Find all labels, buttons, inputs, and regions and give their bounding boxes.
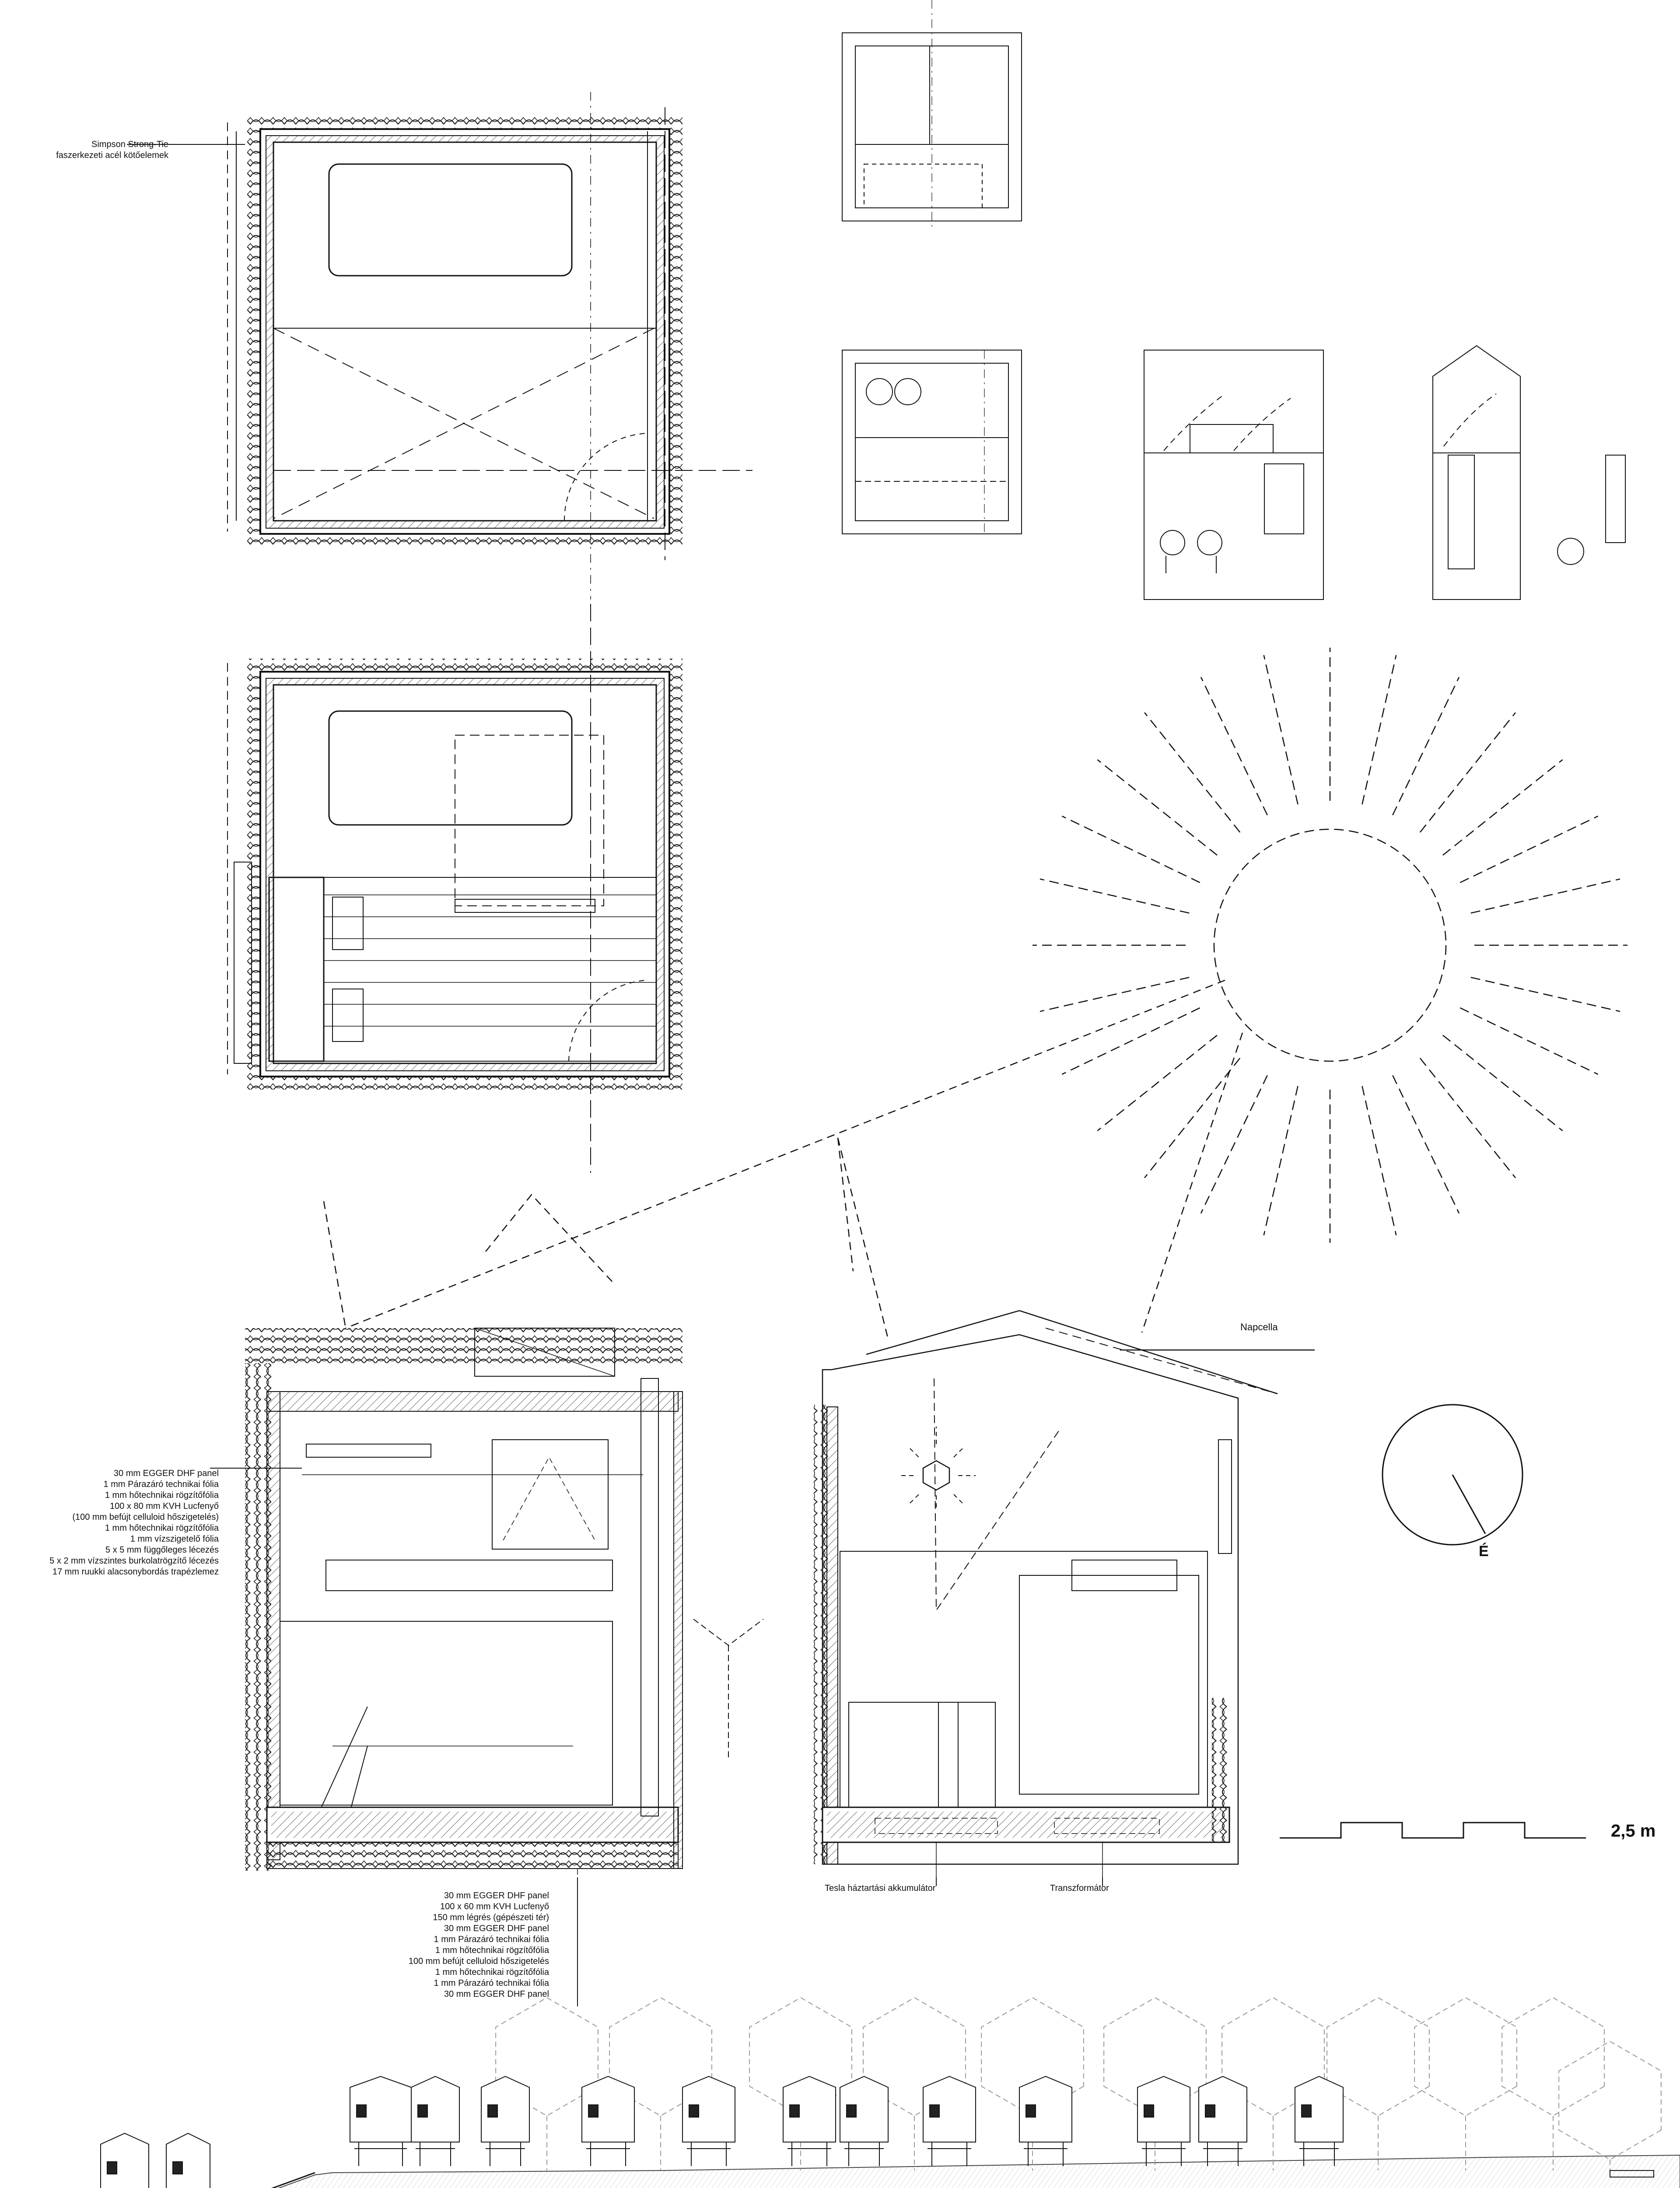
wall-layer: 1 mm hőtechnikai rögzítőfólia [105, 1490, 219, 1500]
sun-ray [1420, 712, 1516, 832]
cabin-window [488, 2105, 497, 2117]
cabin-stilts [687, 2142, 731, 2166]
cabin-stilts [486, 2142, 525, 2166]
scale-label: 2,5 m [1611, 1821, 1656, 1841]
sun-ray [1144, 712, 1240, 832]
cabin-window [930, 2105, 939, 2117]
cabin-window [689, 2105, 699, 2117]
wall-layer: 5 x 5 mm függőleges lécezés [105, 1545, 219, 1555]
floor-layer: 1 mm Párazáró technikai fólia [434, 1978, 549, 1988]
simpson-label-line1: Simpson Strong-Tie [91, 140, 168, 149]
cabin-stilts [844, 2142, 884, 2166]
wall-layer: 17 mm ruukki alacsonybordás trapézlemez [52, 1567, 219, 1577]
tree-outline [1414, 1998, 1517, 2116]
sun-ray [1443, 1035, 1563, 1131]
simpson-label [56, 139, 168, 161]
cabin-window [357, 2105, 366, 2117]
sun-ray [1040, 879, 1189, 913]
small-plan-middle [842, 350, 1022, 534]
sun-ray [1062, 816, 1200, 883]
section-right [814, 1311, 1278, 1877]
sun-ray [1460, 1008, 1598, 1074]
small-plan-top [842, 0, 1022, 228]
cabin-window [173, 2162, 182, 2174]
tree-outline [1559, 2041, 1661, 2160]
cabin-stilts [354, 2142, 407, 2166]
floor-layer: 100 mm befújt celluloid hőszigetelés [408, 1957, 549, 1966]
cabin-window [1302, 2105, 1311, 2117]
cabin-stilts [928, 2142, 971, 2166]
cabin-window [847, 2105, 856, 2117]
cabin-window [1205, 2105, 1215, 2117]
tesla-battery-label: Tesla háztartási akkumulátor [825, 1883, 936, 1893]
north-arrow [1382, 1405, 1522, 1545]
cabin [166, 2133, 210, 2188]
floor-layer: 30 mm EGGER DHF panel [444, 1924, 549, 1933]
sun-ray [1420, 1058, 1516, 1178]
wall-layer: 1 mm Párazáró technikai fólia [103, 1480, 219, 1489]
sun-ray [1393, 1075, 1459, 1213]
wall-layer: 100 x 80 mm KVH Lucfenyő [109, 1501, 219, 1511]
wall-layer: 30 mm EGGER DHF panel [113, 1469, 219, 1478]
sun-ray [1471, 977, 1620, 1011]
floor-layer: 1 mm hőtechnikai rögzítőfólia [435, 1946, 549, 1955]
sun-ray [1471, 879, 1620, 913]
floor-layer-list [409, 1890, 549, 2000]
floor-layer: 30 mm EGGER DHF panel [444, 1989, 549, 1999]
wall-layer: 5 x 2 mm vízszintes burkolatrögzítő lécezés [49, 1556, 219, 1566]
sun-ray [1362, 1086, 1396, 1235]
floor-plan-lower [228, 604, 682, 1173]
small-section-b [1433, 346, 1625, 600]
wall-layer: (100 mm befújt celluloid hőszigetelés) [72, 1512, 219, 1522]
sun-ray [1040, 977, 1189, 1011]
floor-layer: 1 mm Párazáró technikai fólia [434, 1935, 549, 1944]
sun-diagram [1032, 648, 1628, 1243]
floor-plan-upper [228, 92, 752, 600]
cabin-window [1026, 2105, 1036, 2117]
sun-ray [1443, 760, 1563, 855]
sun-ray [1264, 1086, 1298, 1235]
cabin-stilts [1024, 2142, 1068, 2166]
cabin-stilts [586, 2142, 630, 2166]
floor-layer: 150 mm légrés (gépészeti tér) [433, 1913, 549, 1922]
floor-layer: 1 mm hőtechnikai rögzítőfólia [435, 1967, 549, 1977]
scale-bar [1280, 1823, 1586, 1838]
wall-layer: 1 mm vízszigetelő fólia [130, 1534, 219, 1544]
sun-ray [1362, 655, 1396, 804]
sun-ray [1144, 1058, 1240, 1178]
site-section [0, 1998, 1680, 2188]
sun-ray [1393, 677, 1459, 815]
sun-ray [1097, 1035, 1217, 1131]
transformer-label: Transzformátor [1050, 1883, 1109, 1893]
sun-ray [1201, 677, 1267, 815]
cabin-window [418, 2105, 427, 2117]
sun-ray [1201, 1075, 1267, 1213]
wall-layer-list [49, 1468, 219, 1578]
cabin-stilts [788, 2142, 831, 2166]
small-section-a [1144, 350, 1323, 600]
simpson-label-line2: faszerkezeti acél kötőelemek [56, 151, 168, 160]
sun-ray [1062, 1008, 1200, 1074]
cabin-window [107, 2162, 117, 2174]
sun-ray [1097, 760, 1217, 855]
north-label: É [1479, 1543, 1489, 1560]
floor-layer: 30 mm EGGER DHF panel [444, 1891, 549, 1900]
cabin-window [1144, 2105, 1154, 2117]
sun-ray [1460, 816, 1598, 883]
sun-ray [1264, 655, 1298, 804]
cabin-window [790, 2105, 799, 2117]
wall-layer: 1 mm hőtechnikai rögzítőfólia [105, 1523, 219, 1533]
floor-layer: 100 x 60 mm KVH Lucfenyő [440, 1902, 549, 1911]
tree-outline [1502, 1998, 1604, 2116]
napcella-label: Napcella [1240, 1322, 1278, 1332]
cabin-stilts [416, 2142, 455, 2166]
cabin [101, 2133, 149, 2188]
cabin-window [588, 2105, 598, 2117]
